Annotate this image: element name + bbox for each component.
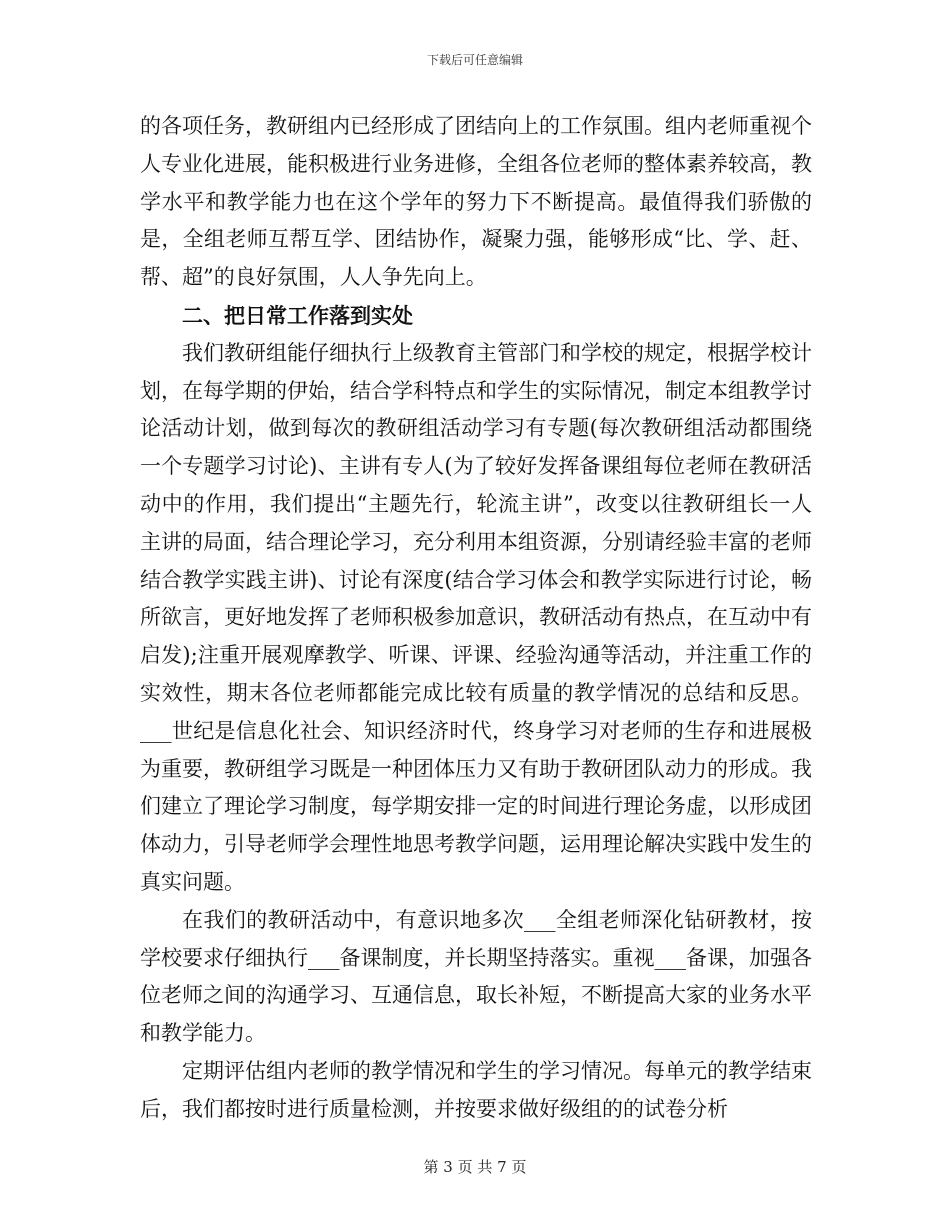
document-body [140, 108, 812, 1129]
page-header: 下载后可任意编辑 [426, 53, 523, 67]
section-heading: 二、把日常工作落到实处 [182, 302, 413, 328]
paragraph-daily-work: 我们教研组能仔细执行上级教育主管部门和学校的规定，根据学校计划，在每学期的伊始，结合学科特点和学生的实际情况，制定本组教学讨论活动计划，做到每次的教研组活动学习有专题(每次教研组活动都围绕一个专题学习讨论)、主讲有专人(为了较好发挥备课组每位老师在教研活动中的作用，我们提出“主题先行，轮流主讲”，改变以往教研组长一人主讲的局面，结合理论学习，充分利用本组资源，分别请经验丰富的老师结合教学实践主讲)、讨论有深度(结合学习体会和教学实际进行讨论，畅所欲言，更好地发挥了老师积极参加意识，教研活动有热点，在互动中有启发);注重开展观摩教学、听课、评课、经验沟通等活动，并注重工作的实效性，期末各位老师都能完成比较有质量的教学情况的总结和反思。___世纪是信息化社会、知识经济时代，终身学习对老师的生存和进展极为重要，教研组学习既是一种团体压力又有助于教研团队动力的形成。我们建立了理论学习制度，每学期安排一定的时间进行理论务虚，以形成团体动力，引导老师学会理性地思考教学问题，运用理论解决实践中发生的真实问题。 [140, 340, 812, 894]
paragraph-evaluation: 定期评估组内老师的教学情况和学生的学习情况。每单元的教学结束后，我们都按时进行质量检测，并按要求做好级组的的试卷分析 [140, 1058, 812, 1121]
paragraph-continuation: 的各项任务，教研组内已经形成了团结向上的工作氛围。组内老师重视个人专业化进展，能积极进行业务进修，全组各位老师的整体素养较高，教学水平和教学能力也在这个学年的努力下不断提高。最值得我们骄傲的是，全组老师互帮互学、团结协作，凝聚力强，能够形成“比、学、赶、帮、超”的良好氛围，人人争先向上。 [140, 114, 812, 290]
paragraph-research-activities: 在我们的教研活动中，有意识地多次___全组老师深化钻研教材，按学校要求仔细执行___备课制度，并长期坚持落实。重视___备课，加强各位老师之间的沟通学习、互通信息，取长补短，不断提高大家的业务水平和教学能力。 [140, 907, 812, 1046]
page-footer: 第 3 页 共 7 页 [423, 1158, 527, 1176]
